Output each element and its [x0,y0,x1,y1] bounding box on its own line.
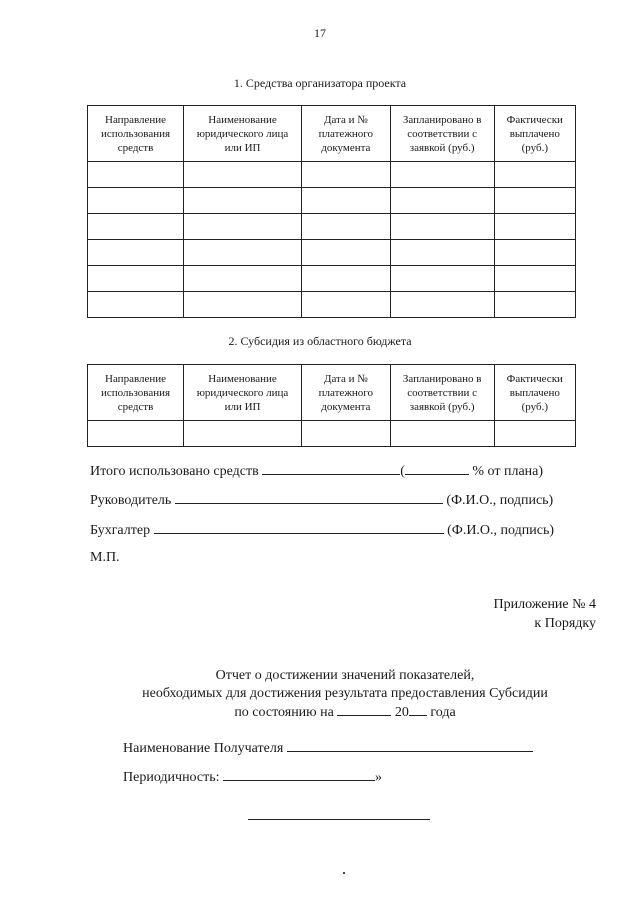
table-cell[interactable] [390,421,494,447]
header-direction: Направление использования средств [88,365,184,421]
table-cell[interactable] [390,188,494,214]
total-percent-field[interactable] [405,462,469,475]
total-used-line [90,462,543,480]
table-row [88,292,576,318]
table-cell[interactable] [184,188,302,214]
bottom-divider [248,819,430,820]
table-cell[interactable] [88,266,184,292]
table-cell[interactable] [184,266,302,292]
table-cell[interactable] [88,162,184,188]
table-cell[interactable] [302,240,391,266]
table-cell[interactable] [184,162,302,188]
subsidy-table [87,364,576,447]
seal-label: М.П. [90,550,120,565]
table-row [88,188,576,214]
header-direction: Направление использования средств [88,106,184,162]
manager-line [90,491,553,509]
report-title-line3: по состоянию на 20 года [234,705,456,720]
accountant-suffix: (Ф.И.О., подпись) [447,523,554,538]
header-entity-name: Наименование юридического лица или ИП [184,106,302,162]
total-amount-field[interactable] [262,462,400,475]
table-cell[interactable] [390,162,494,188]
table-row [88,162,576,188]
table-cell[interactable] [302,421,391,447]
table-cell[interactable] [494,421,575,447]
periodicity-suffix: » [375,770,383,785]
appendix-line1: Приложение № 4 [493,597,596,612]
table-cell[interactable] [302,214,391,240]
header-actual: Фактически выплачено (руб.) [494,106,575,162]
table-cell[interactable] [494,266,575,292]
table-cell[interactable] [88,214,184,240]
section2-title: 2. Субсидия из областного бюджета [228,334,412,348]
periodicity-field[interactable] [223,768,375,781]
table-header-row [88,365,576,421]
page-number: 17 [314,26,326,40]
table-cell[interactable] [390,266,494,292]
report-year-field[interactable] [409,703,427,716]
section1-title: 1. Средства организатора проекта [233,76,407,90]
table-cell[interactable] [390,214,494,240]
manager-signature-field[interactable] [175,491,443,504]
recipient-label: Наименование Получателя [123,741,284,756]
table-cell[interactable] [390,240,494,266]
table-cell[interactable] [88,421,184,447]
table-row [88,266,576,292]
header-entity-name: Наименование юридического лица или ИП [184,365,302,421]
table-cell[interactable] [88,188,184,214]
header-payment-doc: Дата и № платежного документа [302,365,391,421]
total-percent-suffix: % от плана) [472,464,544,479]
accountant-signature-field[interactable] [154,521,444,534]
appendix-block [494,595,597,633]
total-used-label: Итого использовано средств [90,464,259,479]
periodicity-label: Периодичность: [123,770,220,785]
table-cell[interactable] [494,292,575,318]
header-planned: Запланировано в соответствии с заявкой (руб.) [390,106,494,162]
table-cell[interactable] [88,240,184,266]
table-cell[interactable] [184,292,302,318]
table-cell[interactable] [494,188,575,214]
report-title-line2: необходимых для достижения результата предоставления Субсидии [142,686,548,701]
manager-label: Руководитель [90,493,172,508]
table-row [88,240,576,266]
table-cell[interactable] [184,421,302,447]
organizer-funds-table [87,105,576,318]
header-actual: Фактически выплачено (руб.) [494,365,575,421]
manager-suffix: (Ф.И.О., подпись) [446,493,554,508]
table-cell[interactable] [302,162,391,188]
table-cell[interactable] [302,266,391,292]
header-planned: Запланировано в соответствии с заявкой (руб.) [390,365,494,421]
table-cell[interactable] [494,162,575,188]
table-cell[interactable] [494,214,575,240]
header-payment-doc: Дата и № платежного документа [302,106,391,162]
periodicity-line [123,768,382,786]
appendix-line2: к Порядку [534,616,596,631]
table-cell[interactable] [302,292,391,318]
report-title-line1: Отчет о достижении значений показателей, [215,668,475,683]
table-cell[interactable] [184,240,302,266]
report-date-field[interactable] [337,703,391,716]
scan-dot [343,872,345,874]
accountant-label: Бухгалтер [90,523,151,538]
accountant-line [90,521,554,539]
table-cell[interactable] [88,292,184,318]
table-cell[interactable] [302,188,391,214]
total-open-paren: ( [400,464,405,479]
recipient-field[interactable] [287,739,533,752]
table-header-row [88,106,576,162]
table-cell[interactable] [390,292,494,318]
table-cell[interactable] [494,240,575,266]
recipient-line [123,739,533,757]
table-row [88,214,576,240]
report-title [0,667,640,722]
table-cell[interactable] [184,214,302,240]
table-row [88,421,576,447]
